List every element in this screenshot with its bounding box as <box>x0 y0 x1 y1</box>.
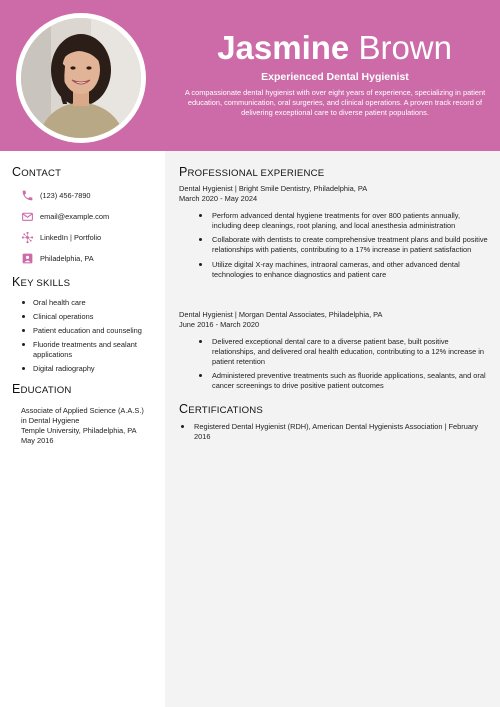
certifications-list <box>177 422 487 446</box>
resume-header <box>0 0 500 151</box>
experience-heading: PROFESSIONAL EXPERIENCE <box>179 165 325 179</box>
degree-line2: in Dental Hygiene <box>21 416 80 425</box>
contact-heading: CONTACT <box>12 165 62 179</box>
profile-photo <box>21 18 141 138</box>
skills-heading: KEY SKILLS <box>12 275 71 289</box>
job-dates: June 2016 - March 2020 <box>179 320 260 329</box>
location-icon <box>20 251 34 265</box>
email-text: email@example.com <box>40 211 110 221</box>
list-item: Clinical operations <box>20 312 160 322</box>
certifications-heading: CERTIFICATIONS <box>179 402 263 416</box>
job-title: Experienced Dental Hygienist <box>261 71 409 83</box>
list-item: Registered Dental Hygienist (RDH), American Dental Hygienists Association | February 2016 <box>177 422 487 442</box>
job-title-line: Dental Hygienist | Morgan Dental Associates, Philadelphia, PA <box>179 310 383 319</box>
job-header <box>179 184 367 204</box>
list-item: Fluoride treatments and sealant applications <box>20 340 160 359</box>
phone-icon <box>20 188 34 202</box>
skills-list <box>20 298 160 378</box>
contact-links[interactable] <box>20 230 101 244</box>
list-item: Digital radiography <box>20 364 160 374</box>
school: Temple University, Philadelphia, PA <box>21 426 137 435</box>
education-heading: EDUCATION <box>12 382 72 396</box>
email-icon <box>20 209 34 223</box>
job-bullets <box>195 337 490 396</box>
education-entry <box>21 406 161 446</box>
list-item: Perform advanced dental hygiene treatments for over 800 patients annually, including deep cleanings, root planing, and local anesthesia administration <box>195 211 490 231</box>
degree-line1: Associate of Applied Science (A.A.S.) <box>21 406 144 415</box>
first-name: Jasmine <box>217 29 350 66</box>
last-name: Brown <box>358 29 452 66</box>
list-item: Administered preventive treatments such as fluoride applications, sealants, and oral cancer screenings to drive positive patient outcomes <box>195 371 490 391</box>
professional-summary: A compassionate dental hygienist with over eight years of experience, specializing in patient education, communication, oral surgeries, and clinical operations. A proven track record of delivering exceptional care to diverse patient populations. <box>184 88 486 117</box>
candidate-name <box>217 28 452 68</box>
graduation-date: May 2016 <box>21 436 54 445</box>
phone-text: (123) 456-7890 <box>40 190 91 200</box>
job-bullets <box>195 211 490 284</box>
contact-location <box>20 251 94 265</box>
contact-phone[interactable] <box>20 188 91 202</box>
list-item: Collaborate with dentists to create comprehensive treatment plans and build positive relationships with patients, contributing to a 17% increase in patient satisfaction <box>195 235 490 255</box>
job-dates: March 2020 - May 2024 <box>179 194 258 203</box>
list-item: Patient education and counseling <box>20 326 160 336</box>
network-icon <box>20 230 34 244</box>
list-item: Delivered exceptional dental care to a diverse patient base, built positive relationships, and delivered oral health education, contributing to a 12% increase in patient retention <box>195 337 490 367</box>
list-item: Oral health care <box>20 298 160 308</box>
job-title-line: Dental Hygienist | Bright Smile Dentistry, Philadelphia, PA <box>179 184 368 193</box>
list-item: Utilize digital X-ray machines, intraoral cameras, and other advanced dental technologies to enhance diagnostics and patient care <box>195 260 490 280</box>
profile-photo-frame <box>16 13 146 143</box>
links-text: LinkedIn | Portfolio <box>40 232 102 242</box>
job-header <box>179 310 383 330</box>
location-text: Philadelphia, PA <box>40 253 94 263</box>
contact-email[interactable] <box>20 209 109 223</box>
